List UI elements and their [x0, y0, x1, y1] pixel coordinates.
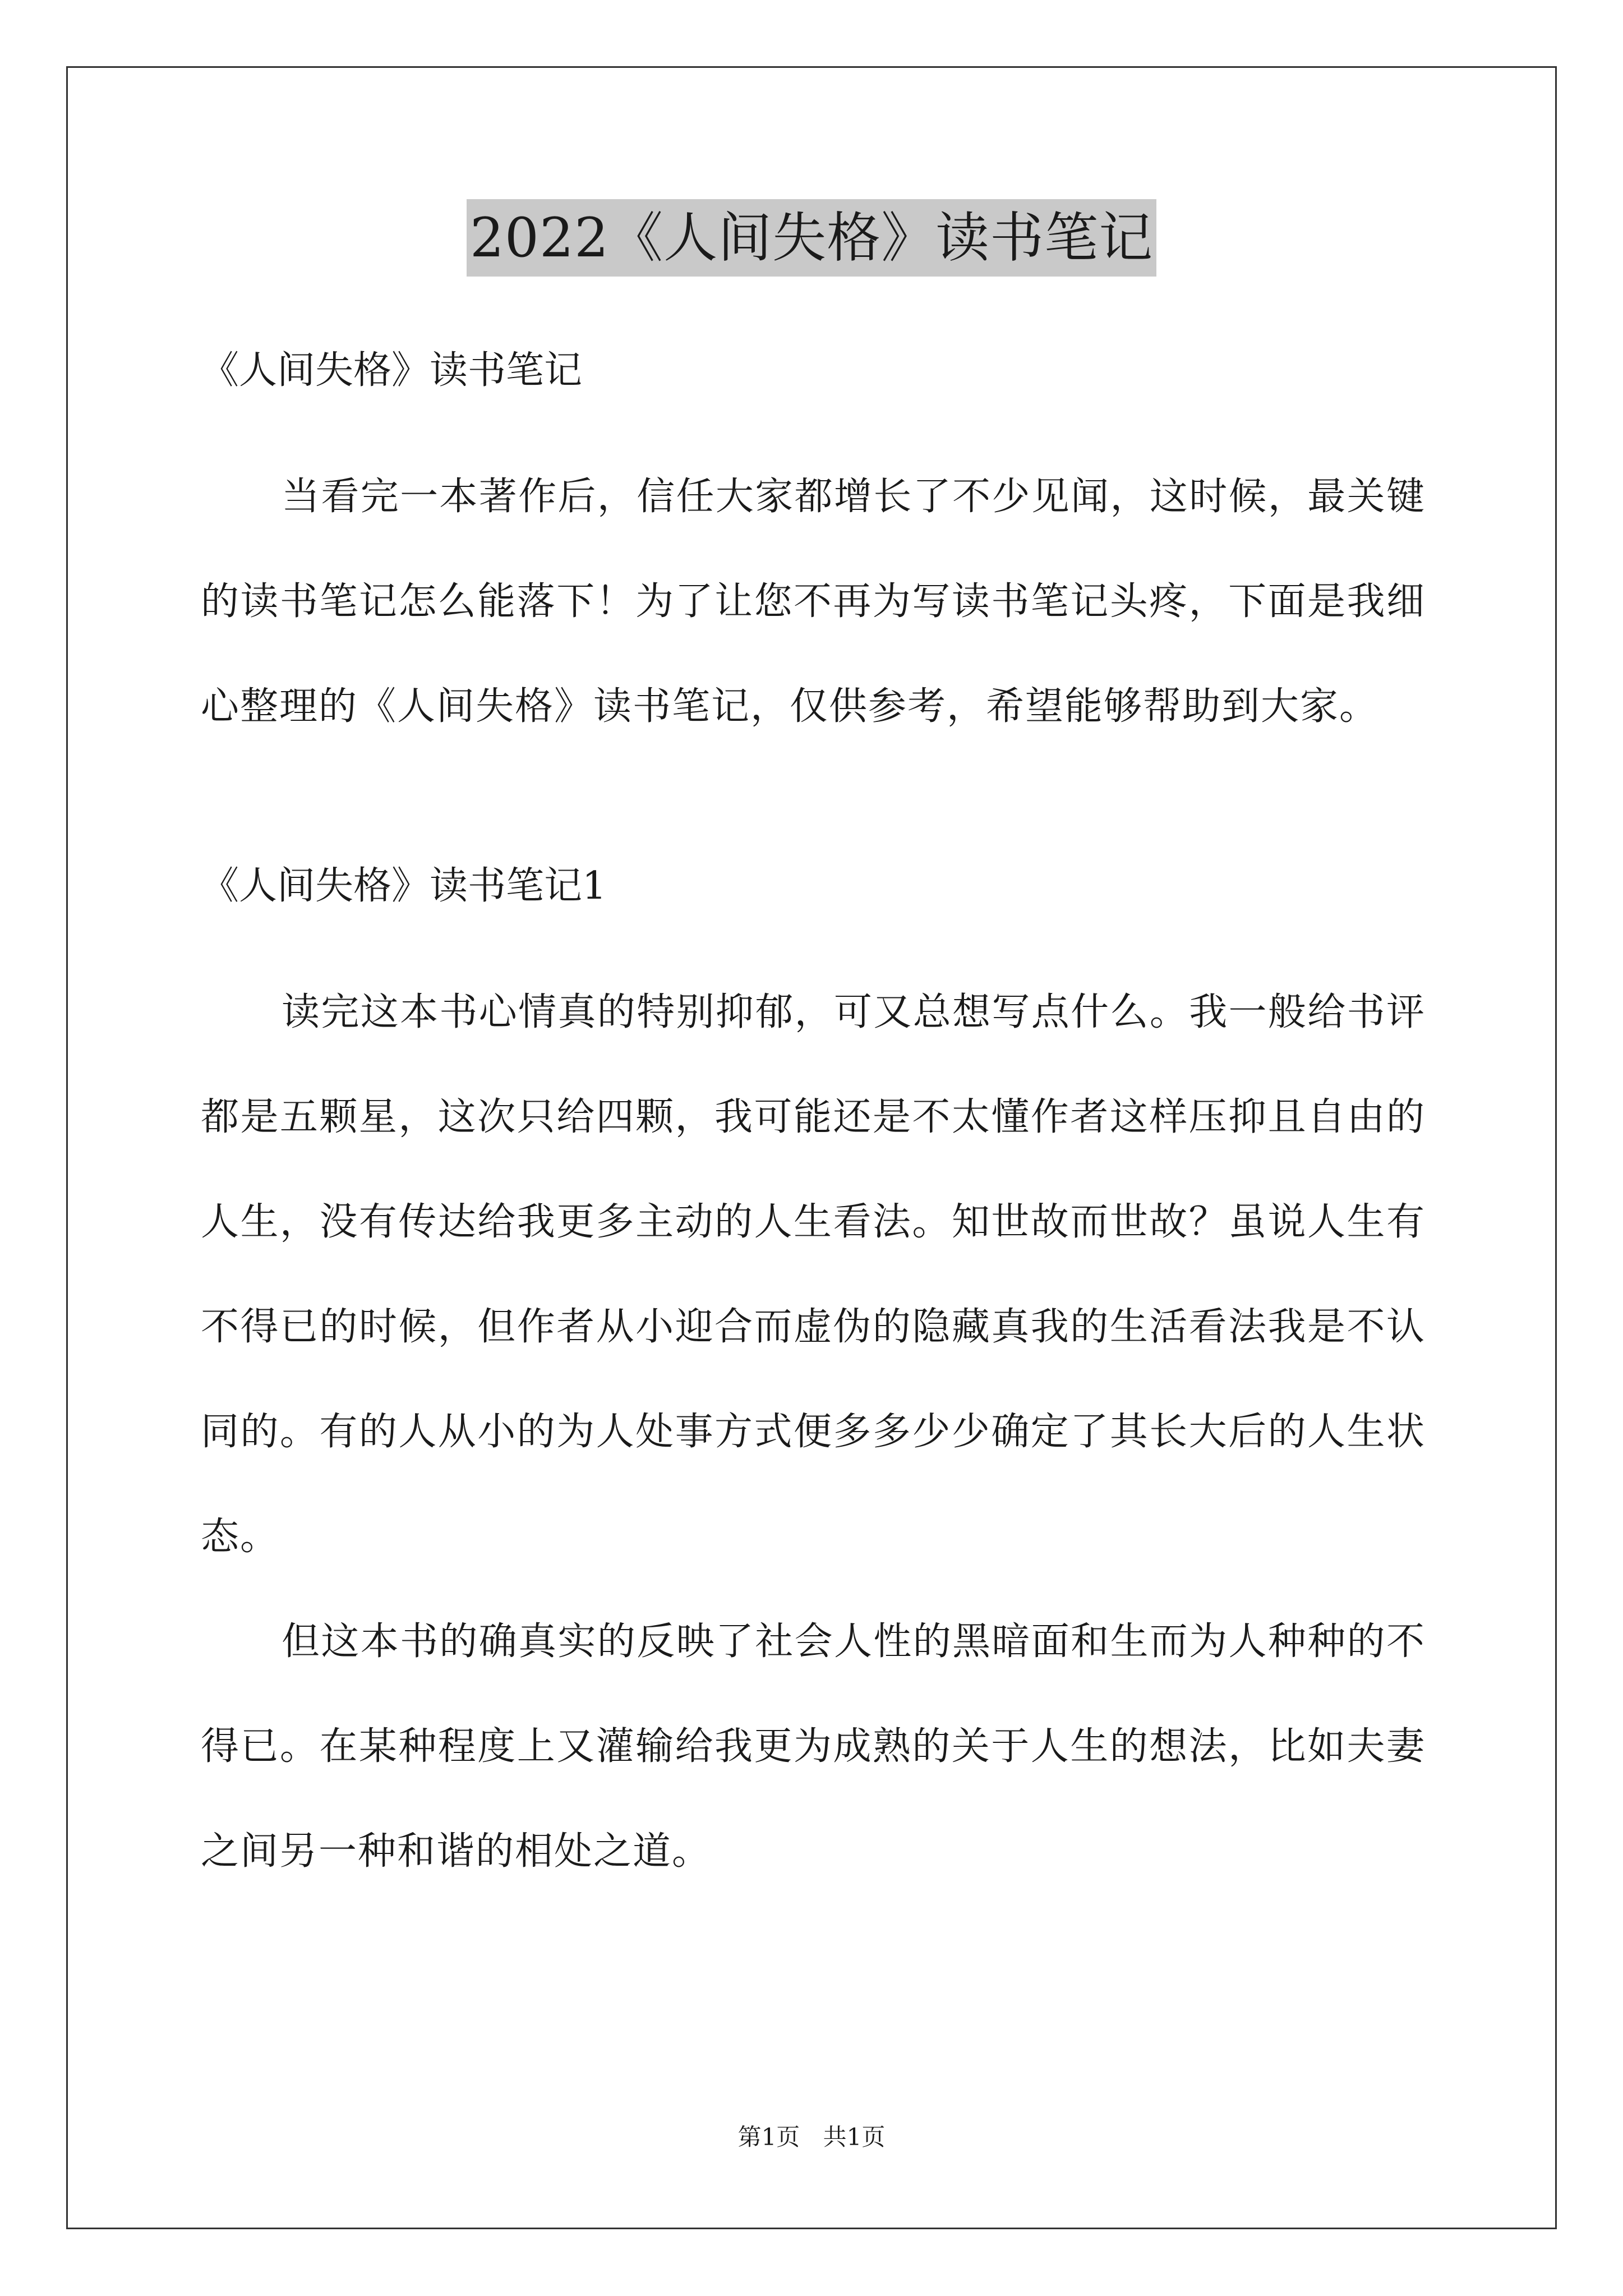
section-spacer	[201, 759, 1426, 852]
intro-paragraph: 当看完一本著作后，信任大家都增长了不少见闻，这时候，最关键的读书笔记怎么能落下！为了让您不再为写读书笔记头疼，下面是我细心整理的《人间失格》读书笔记，仅供参考，希望能够帮助到大家。	[201, 475, 1426, 729]
spacer	[201, 921, 1426, 960]
page-number-current: 第1页	[737, 2123, 800, 2151]
page-number-total: 共1页	[823, 2123, 886, 2151]
section1-heading: 《人间失格》读书笔记1	[201, 864, 607, 908]
document-title: 2022《人间失格》读书笔记	[467, 199, 1156, 277]
page-footer	[0, 2120, 1623, 2154]
section1-paragraph: 但这本书的确真实的反映了社会人性的黑暗面和生而为人种种的不得已。在某种程度上又灌输给我更为成熟的关于人生的想法，比如夫妻之间另一种和谐的相处之道。	[201, 1619, 1426, 1874]
spacer	[201, 405, 1426, 444]
document-body	[201, 337, 1426, 1904]
title-container	[0, 199, 1623, 277]
intro-heading: 《人间失格》读书笔记	[201, 348, 583, 393]
section1-paragraph: 读完这本书心情真的特别抑郁，可又总想写点什么。我一般给书评都是五颗星，这次只给四颗，我可能还是不太懂作者这样压抑且自由的人生，没有传达给我更多主动的人生看法。知世故而世故？虽说人生有不得已的时候，但作者从小迎合而虚伪的隐藏真我的生活看法我是不认同的。有的人从小的为人处事方式便多多少少确定了其长大后的人生状态。	[201, 990, 1426, 1559]
